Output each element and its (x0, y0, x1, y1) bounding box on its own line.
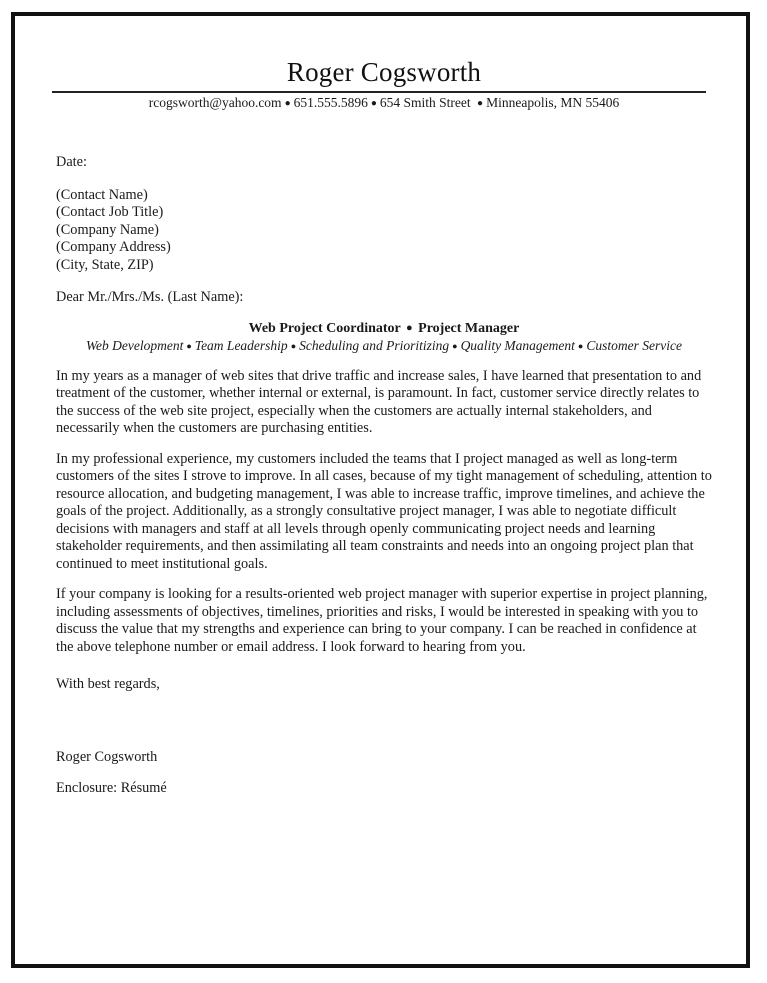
bullet-separator: ● (290, 340, 297, 351)
bullet-separator: ● (186, 340, 192, 351)
body-paragraph: If your company is looking for a results-oriented web project manager with superior expertise in project planning, including assessments of objectives, timelines, priorities and risks, I would be interested in speaking with you to discuss the value that my strengths and experience can bring to your company. I can be reached in confidence at the above telephone number or email address. I look forward to hearing from you. (56, 586, 708, 655)
body-paragraph: In my professional experience, my customers included the teams that I project managed as well as long-term customers of the sites I strove to improve. In all cases, because of my tight management of scheduling, attention to resource allocation, and budgeting management, I was able to increase traffic, improve timelines, and achieve the goals of the project. Additionally, as a strongly consultative project manager, I was able to negotiate difficult decisions with managers and staff at all levels through openly communicating project needs and learning stakeholder requirements, and then assimilating all team constraints and needs into an ongoing project plan that continued to meet institutional goals. (56, 450, 712, 572)
job-headline (56, 320, 712, 337)
date-label: Date: (56, 154, 87, 170)
skills-line (56, 337, 712, 355)
recipient-company: (Company Name) (56, 221, 159, 238)
bullet-separator: ● (284, 98, 291, 109)
bullet-separator: ● (477, 98, 484, 109)
sender-email: rcogsworth@yahoo.com (148, 95, 282, 110)
recipient-company-address: (Company Address) (56, 239, 171, 255)
skill-item: Team Leadership (194, 337, 288, 353)
body-paragraph: In my years as a manager of web sites that drive traffic and increase sales, I have learned that presentation to and treatment of the customer, whether internal or external, is paramount. In fact, customer service directly relates to the success of the web site project, especially when the customers are actually internal stakeholders, and necessarily when the customers are purchasing entities. (56, 367, 702, 436)
headline-title-1: Web Project Coordinator (248, 320, 401, 336)
sender-phone: 651.555.5896 (293, 95, 368, 110)
recipient-job-title: (Contact Job Title) (56, 204, 164, 220)
sender-name: Roger Cogsworth (286, 57, 482, 87)
cover-letter (56, 56, 712, 798)
recipient-city-state-zip: (City, State, ZIP) (56, 256, 154, 273)
sender-city: Minneapolis, MN 55406 (486, 95, 620, 110)
recipient-address (56, 187, 712, 275)
bullet-separator: ● (406, 321, 413, 334)
bullet-separator: ● (452, 340, 458, 351)
header-rule (52, 91, 706, 93)
skill-item: Web Development (86, 337, 184, 353)
signature-name: Roger Cogsworth (56, 748, 158, 765)
headline-title-2: Project Manager (418, 320, 520, 336)
recipient-name: (Contact Name) (56, 186, 148, 203)
bullet-separator: ● (370, 98, 377, 109)
skill-item: Scheduling and Prioritizing (299, 337, 450, 353)
salutation: Dear Mr./Mrs./Ms. (Last Name): (56, 289, 244, 305)
skill-item: Quality Management (460, 337, 575, 353)
closing: With best regards, (56, 676, 160, 692)
skill-item: Customer Service (586, 337, 682, 353)
enclosure-note: Enclosure: Résumé (56, 780, 167, 796)
sender-street: 654 Smith Street (379, 95, 471, 110)
bullet-separator: ● (577, 340, 584, 351)
contact-info (56, 94, 712, 113)
